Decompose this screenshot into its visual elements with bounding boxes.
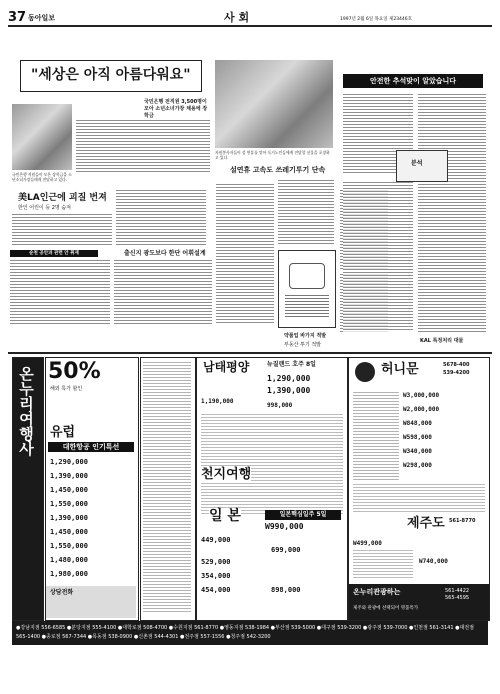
issue-date: 1997년 2월 6일 목요일 제23446호 (340, 17, 412, 22)
main-headline: "세상은 아직 아름다워요" (31, 67, 191, 83)
left-price-2: 1,390,000 (50, 472, 88, 480)
center-price-4: 998,000 (267, 402, 293, 409)
center-body-text (278, 180, 334, 244)
japan-price: W990,000 (265, 522, 304, 531)
left-lower-text (10, 260, 110, 324)
jeju-title: 제주도 (407, 516, 445, 531)
right-col-text-2 (418, 94, 486, 334)
mid-small-headline-2: 부동산 투기 적발 (284, 342, 321, 348)
japan-title: 일 본 (209, 508, 241, 524)
right-bottom-phone: 561-4422 (445, 588, 470, 594)
left-price-1: 1,290,000 (50, 458, 88, 466)
right-bottom-phone-2: 565-4595 (445, 595, 470, 601)
center-photo-caption: 자원봉사자들이 설 연휴를 맞아 독거노인들에게 전달할 선물을 포장하고 있다. (215, 150, 330, 160)
main-body-text (76, 120, 210, 174)
right-banner: 안전한 추석맞이 알았습니다 (343, 74, 483, 88)
header-rule (8, 25, 492, 27)
left-price-7: 1,550,000 (50, 542, 88, 550)
jeju-phone: 561-8770 (449, 518, 476, 524)
left-phone-box (46, 586, 136, 618)
right-price-7: W499,000 (353, 540, 382, 547)
left-price-3: 1,450,000 (50, 486, 88, 494)
center-price-2: 1,390,000 (267, 386, 311, 395)
mid-left-listing (143, 362, 191, 612)
column-2-text (116, 190, 206, 246)
airline-banner: 대한항공 인기특선 (48, 442, 134, 452)
center-price-6: 699,000 (271, 546, 301, 554)
footer-phone-bar (12, 621, 488, 645)
mid-left-ad (140, 357, 196, 621)
right-listing (353, 392, 399, 482)
diagram-legend (285, 295, 329, 319)
small-section-tag: 순천 공안과 관련 안 취재 (10, 250, 98, 257)
right-price-8: W740,000 (419, 558, 448, 565)
section-title: 사 회 (224, 11, 250, 24)
right-listing-2 (353, 484, 485, 512)
left-price-4: 1,550,000 (50, 500, 88, 508)
center-price-9: 454,000 (201, 586, 231, 594)
left-phone-label: 상담전화 (50, 589, 74, 596)
center-price-8: 354,000 (201, 572, 231, 580)
right-bottom-brand: 온누리관광하는 (353, 588, 401, 596)
lower-headline: 출신지 광도보다 한단 어휘설계 (124, 250, 206, 257)
ad-section-rule (8, 352, 492, 354)
diagram-box (278, 250, 336, 328)
center-ad (196, 357, 348, 621)
heart-icon (355, 362, 375, 382)
center-price-3: 1,190,000 (201, 398, 234, 405)
right-inset-title: 분석 (411, 160, 423, 167)
discount-percent: 50% (48, 359, 101, 384)
lower-body-text (114, 260, 212, 324)
center-headline: 설연휴 고속도 쓰레기투기 단속 (230, 166, 326, 174)
right-phone-2: 539-4200 (443, 370, 470, 376)
japan-sub: 일본핵심일주 5일 (265, 510, 341, 520)
right-listing-3 (353, 550, 413, 580)
right-price-6: W298,000 (403, 462, 432, 469)
left-brand-ad (12, 357, 44, 621)
page-number: 37 (8, 10, 27, 25)
cheonji-brand: 천지여행 (201, 467, 252, 482)
right-ad (348, 357, 490, 621)
left-price-8: 1,480,000 (50, 556, 88, 564)
right-col-text-3 (343, 182, 413, 332)
main-headline-box (20, 60, 202, 92)
right-price-3: W848,000 (403, 420, 432, 427)
newspaper-name: 동아일보 (28, 14, 56, 22)
mid-small-headline-1: 약품업 바가지 적발 (284, 333, 327, 339)
center-price-5: 449,000 (201, 536, 231, 544)
right-price-2: W2,000,000 (403, 406, 440, 413)
center-price-7: 529,000 (201, 558, 231, 566)
center-brand: 남태평양 (203, 360, 250, 374)
right-price-1: W3,000,000 (403, 392, 440, 399)
right-small-headline: KAL 특정처리 대물 (420, 338, 464, 344)
right-bottom-box (349, 584, 489, 620)
main-photo-caption: 국민은행 직원들이 모은 장학금을 소년소녀가장들에게 전달하고 있다. (12, 172, 72, 182)
la-subhead: 한인 어린이 등 2명 숨져 (18, 205, 72, 211)
right-phone: 5678-400 (443, 362, 470, 368)
middle-col-text (216, 184, 274, 324)
main-photo (12, 104, 72, 170)
right-ad-header (351, 360, 487, 386)
main-subhead: 국민은행 전직원 3,500명이 모아 소년소녀가장 채용에 장학금 (144, 99, 208, 119)
center-price-10: 898,000 (271, 586, 301, 594)
left-main-ad (45, 357, 139, 621)
la-body-text (12, 214, 112, 246)
right-brand: 허니문 (381, 362, 419, 377)
footer-phones: ●강남지점 556-6585 ●분당지점 555-4100 ●대학로점 508-4700 ●수원지점 561-8770 ●영동지점 538-1984 ●부산점 539-5000 ●대구점 539-3200 ●광주점 539-7000 ●인천점 561-3141 ●대전점 565-1400 ●종로점 567-7344 ●목동점 538-0900 ●신촌점 544-4301 ●전주점 557-1556 ●청주점 542-3200 (16, 625, 474, 640)
left-price-5: 1,390,000 (50, 514, 88, 522)
discount-sub: 해외 특가 할인 (50, 386, 83, 392)
right-inset-box (396, 150, 448, 182)
left-brand: 온누리여행사 (17, 366, 35, 456)
right-price-4: W598,000 (403, 434, 432, 441)
left-price-6: 1,450,000 (50, 528, 88, 536)
center-price-1: 1,290,000 (267, 374, 311, 383)
center-photo (215, 60, 333, 148)
right-bottom-sub: 제주와 관광에 선택되어 명품특가 (353, 606, 419, 611)
diagram-shape (289, 263, 325, 289)
europe-title: 유럽 (50, 425, 76, 440)
la-headline: 美LA인근에 괴질 번져 (18, 193, 107, 203)
right-price-5: W340,000 (403, 448, 432, 455)
center-listing (201, 414, 343, 514)
center-sub: 뉴질랜드 호주 8일 (267, 361, 316, 368)
left-price-9: 1,980,000 (50, 570, 88, 578)
